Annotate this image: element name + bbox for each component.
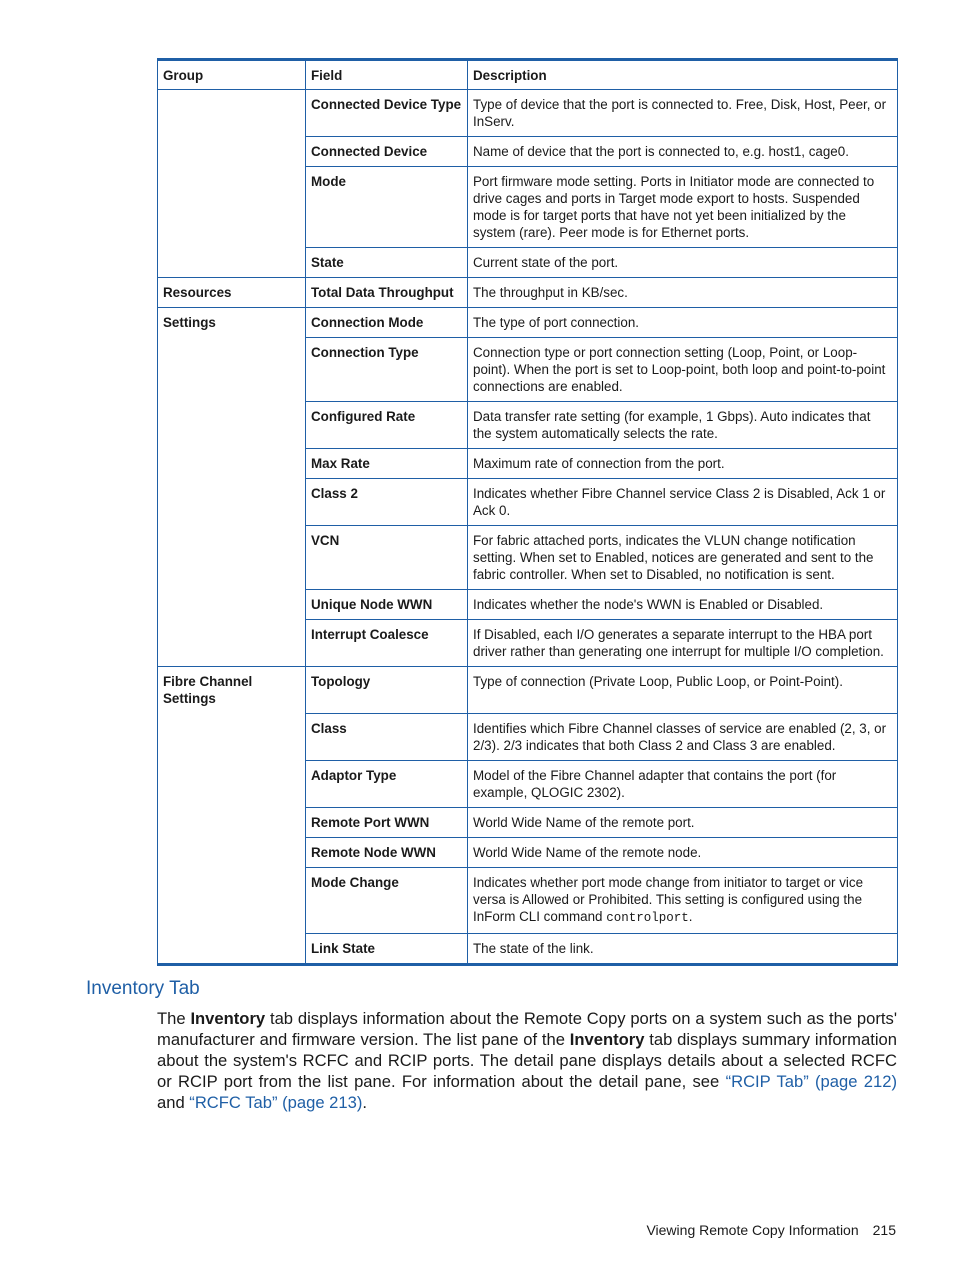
description-cell xyxy=(468,278,898,308)
field-cell: Connection Type xyxy=(306,338,468,402)
field-cell: Mode xyxy=(306,167,468,248)
table-row xyxy=(158,933,898,964)
description-cell xyxy=(468,479,898,526)
description-text: The state of the link. xyxy=(473,940,594,956)
description-text: Indicates whether the node's WWN is Enabled or Disabled. xyxy=(473,597,824,612)
group-cell: Resources xyxy=(158,278,306,308)
description-text: Type of connection (Private Loop, Public Loop, or Point-Point). xyxy=(473,674,843,689)
page-number: 215 xyxy=(872,1222,896,1238)
description-text: Indicates whether port mode change from initiator to target or vice versa is Allowed or Prohibited. This setting is configured using the InForm CLI command xyxy=(473,874,864,924)
group-cell xyxy=(158,479,306,526)
group-cell xyxy=(158,837,306,867)
table-row xyxy=(158,620,898,667)
paragraph-bold-inventory: Inventory xyxy=(569,1030,645,1049)
description-text: Type of device that the port is connected to. Free, Disk, Host, Peer, or InServ. xyxy=(473,97,887,129)
description-cell xyxy=(468,248,898,278)
section-paragraph xyxy=(157,1008,897,1113)
group-cell xyxy=(158,167,306,248)
group-cell xyxy=(158,933,306,964)
section-heading: Inventory Tab xyxy=(86,978,200,999)
description-cell xyxy=(468,137,898,167)
description-cell xyxy=(468,620,898,667)
field-cell: Max Rate xyxy=(306,449,468,479)
table-row xyxy=(158,308,898,338)
description-cell xyxy=(468,760,898,807)
description-cell xyxy=(468,308,898,338)
port-details-table xyxy=(157,58,898,966)
table-row xyxy=(158,402,898,449)
group-cell: Settings xyxy=(158,308,306,338)
description-cell xyxy=(468,933,898,964)
field-cell: VCN xyxy=(306,526,468,590)
field-cell: Remote Port WWN xyxy=(306,807,468,837)
description-text: World Wide Name of the remote port. xyxy=(473,814,695,830)
description-text: For fabric attached ports, indicates the VLUN change notification setting. When set to Enabled, notices are generated and sent to the fabric controller. When set to Disabled, no notification is sent. xyxy=(473,533,874,582)
description-text: World Wide Name of the remote node. xyxy=(473,844,702,860)
cli-command: controlport xyxy=(606,910,689,925)
table-row xyxy=(158,807,898,837)
page-footer xyxy=(646,1222,896,1238)
table-row xyxy=(158,590,898,620)
description-text: Identifies which Fibre Channel classes of service are enabled (2, 3, or 2/3). 2/3 indicates that both Class 2 and Class 3 are enabled. xyxy=(473,720,887,753)
description-text: Model of the Fibre Channel adapter that contains the port (for example, QLOGIC 2302). xyxy=(473,767,837,800)
table-row xyxy=(158,449,898,479)
description-text: Current state of the port. xyxy=(473,255,619,270)
rcip-tab-link[interactable]: “RCIP Tab” (page 212) xyxy=(725,1072,897,1091)
description-text: Maximum rate of connection from the port. xyxy=(473,456,725,471)
port-details-table-wrapper xyxy=(157,58,897,966)
field-cell: Connected Device Type xyxy=(306,90,468,137)
rcfc-tab-link[interactable]: “RCFC Tab” (page 213) xyxy=(189,1093,363,1112)
field-cell: Connection Mode xyxy=(306,308,468,338)
group-cell xyxy=(158,590,306,620)
field-cell: State xyxy=(306,248,468,278)
field-cell: Adaptor Type xyxy=(306,760,468,807)
description-cell xyxy=(468,167,898,248)
paragraph-text: tab displays information about the Remote Copy ports on a system such as the ports' manufacturer and firmware version. The list pane of the xyxy=(157,1009,897,1049)
group-cell xyxy=(158,402,306,449)
field-cell: Class 2 xyxy=(306,479,468,526)
table-header-row xyxy=(158,60,898,90)
field-cell: Mode Change xyxy=(306,867,468,933)
group-cell xyxy=(158,90,306,137)
paragraph-text: tab displays summary information about the system's RCFC and RCIP ports. The detail pane displays details about a selected RCFC or RCIP port from the list pane. For information about the detail pane, see xyxy=(157,1030,897,1091)
description-text: Data transfer rate setting (for example, 1 Gbps). Auto indicates that the system automatically selects the rate. xyxy=(473,409,871,441)
table-row xyxy=(158,526,898,590)
description-cell xyxy=(468,867,898,933)
paragraph-bold-inventory: Inventory xyxy=(190,1009,266,1028)
group-cell xyxy=(158,248,306,278)
table-row xyxy=(158,479,898,526)
description-text-end: . xyxy=(688,908,693,924)
paragraph-text: . xyxy=(362,1093,367,1112)
table-row xyxy=(158,338,898,402)
description-text: The throughput in KB/sec. xyxy=(473,285,628,300)
group-cell xyxy=(158,526,306,590)
field-cell: Topology xyxy=(306,667,468,714)
description-cell xyxy=(468,807,898,837)
group-cell: Fibre Channel Settings xyxy=(158,667,306,714)
table-row xyxy=(158,167,898,248)
field-cell: Remote Node WWN xyxy=(306,837,468,867)
description-text: Name of device that the port is connected to, e.g. host1, cage0. xyxy=(473,144,849,159)
description-cell xyxy=(468,526,898,590)
header-description: Description xyxy=(468,60,898,90)
description-cell xyxy=(468,338,898,402)
description-cell xyxy=(468,590,898,620)
group-cell xyxy=(158,137,306,167)
description-cell xyxy=(468,667,898,714)
table-row xyxy=(158,278,898,308)
field-cell: Unique Node WWN xyxy=(306,590,468,620)
table-row xyxy=(158,867,898,933)
description-cell xyxy=(468,90,898,137)
table-row xyxy=(158,760,898,807)
description-cell xyxy=(468,713,898,760)
footer-title: Viewing Remote Copy Information xyxy=(646,1222,859,1238)
table-row xyxy=(158,137,898,167)
table-row xyxy=(158,248,898,278)
field-cell: Interrupt Coalesce xyxy=(306,620,468,667)
table-row xyxy=(158,667,898,714)
header-field: Field xyxy=(306,60,468,90)
table-row xyxy=(158,90,898,137)
description-text: The type of port connection. xyxy=(473,315,639,330)
group-cell xyxy=(158,807,306,837)
group-cell xyxy=(158,760,306,807)
field-cell: Connected Device xyxy=(306,137,468,167)
description-text: Port firmware mode setting. Ports in Initiator mode are connected to drive cages and ports in Target mode export to hosts. Suspended mode is for target ports that have not yet been initialized by the system (rare). Peer mode is for Ethernet ports. xyxy=(473,174,875,240)
description-text: If Disabled, each I/O generates a separate interrupt to the HBA port driver rather than generating one interrupt for multiple I/O completion. xyxy=(473,627,884,659)
description-cell xyxy=(468,449,898,479)
header-group: Group xyxy=(158,60,306,90)
field-cell: Link State xyxy=(306,933,468,964)
field-cell: Class xyxy=(306,713,468,760)
description-cell xyxy=(468,837,898,867)
field-cell: Configured Rate xyxy=(306,402,468,449)
group-cell xyxy=(158,867,306,933)
paragraph-text: and xyxy=(157,1093,190,1112)
description-cell xyxy=(468,402,898,449)
paragraph-text: The xyxy=(157,1009,191,1028)
group-cell xyxy=(158,338,306,402)
table-row xyxy=(158,837,898,867)
description-text: Indicates whether Fibre Channel service Class 2 is Disabled, Ack 1 or Ack 0. xyxy=(473,486,886,518)
group-cell xyxy=(158,449,306,479)
description-text: Connection type or port connection setting (Loop, Point, or Loop-point). When the port is set to Loop-point, both loop and point-to-point connections are enabled. xyxy=(473,345,886,394)
table-row xyxy=(158,713,898,760)
group-cell xyxy=(158,713,306,760)
field-cell: Total Data Throughput xyxy=(306,278,468,308)
group-cell xyxy=(158,620,306,667)
